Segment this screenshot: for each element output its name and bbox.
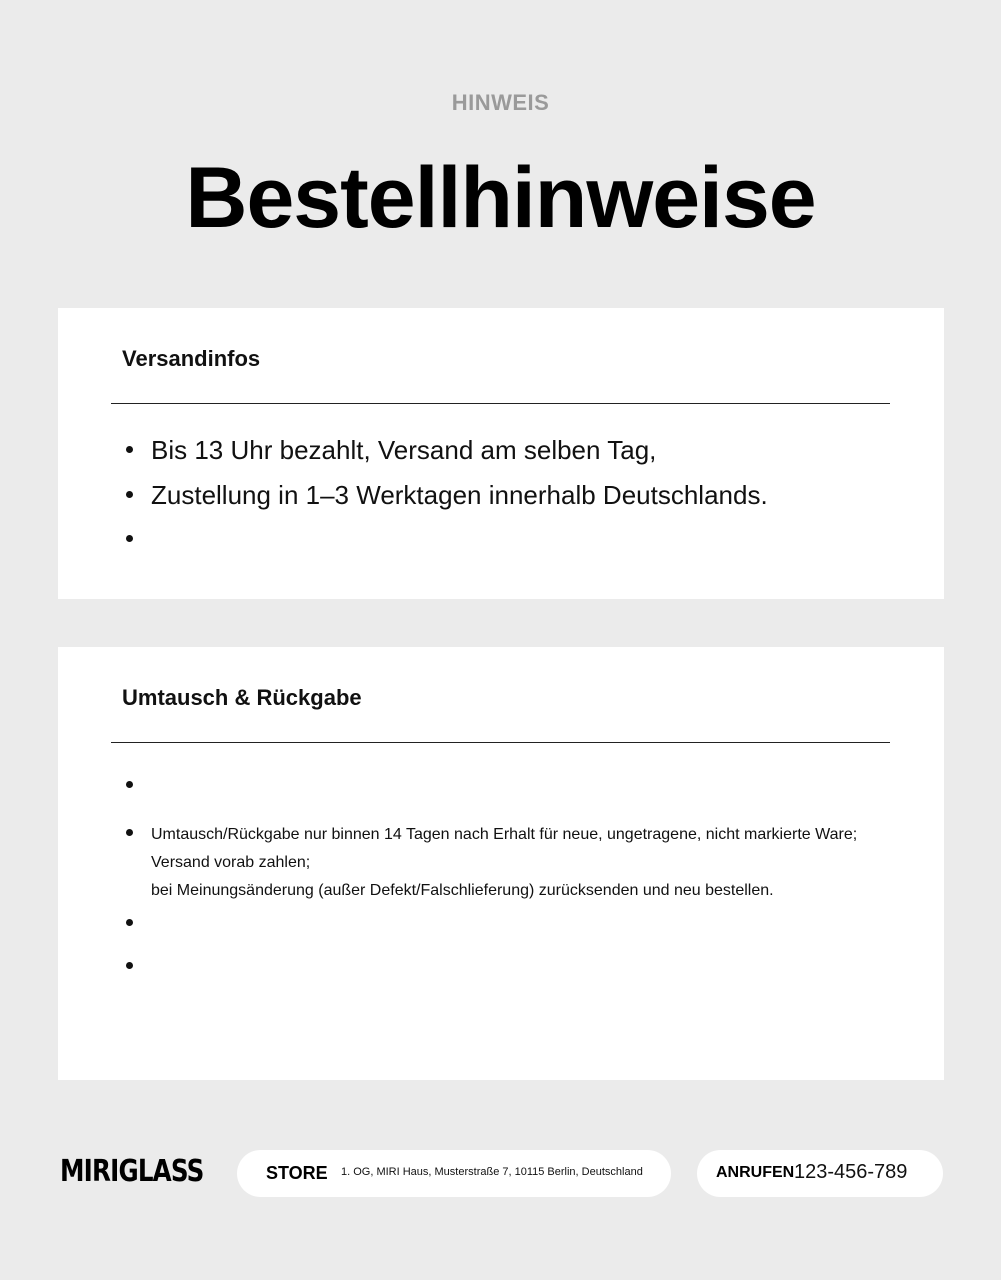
returns-info-card	[58, 647, 944, 1080]
store-address-pill	[237, 1150, 671, 1197]
returns-divider	[111, 742, 890, 743]
list-item-line: Versand vorab zahlen;	[151, 854, 311, 871]
shipping-heading: Versandinfos	[122, 346, 261, 371]
list-item-text: Zustellung in 1–3 Werktagen innerhalb Deutschlands.	[151, 480, 768, 510]
bullet-dot	[126, 491, 133, 498]
bullet-dot	[126, 535, 133, 542]
bullet-dot	[126, 829, 133, 836]
eyebrow-label: HINWEIS	[451, 90, 550, 115]
page-title: Bestellhinweise	[185, 150, 816, 246]
bullet-dot	[126, 446, 133, 453]
shipping-info-card	[58, 308, 944, 599]
shipping-divider	[111, 403, 890, 404]
bullet-dot	[126, 781, 133, 788]
list-item-text	[151, 821, 857, 905]
brand-logo: MIRIGLASS	[60, 1154, 204, 1189]
list-item-text: Bis 13 Uhr bezahlt, Versand am selben Tag,	[151, 435, 657, 465]
phone-number[interactable]: 123-456-789	[794, 1161, 908, 1183]
store-address: 1. OG, MIRI Haus, Musterstraße 7, 10115 Berlin, Deutschland	[341, 1166, 643, 1178]
list-item-line: bei Meinungsänderung (außer Defekt/Falschlieferung) zurücksenden und neu bestellen.	[151, 882, 774, 899]
store-label: STORE	[266, 1163, 328, 1183]
phone-pill[interactable]	[697, 1150, 943, 1197]
list-item-line: Umtausch/Rückgabe nur binnen 14 Tagen nach Erhalt für neue, ungetragene, nicht markierte Ware;	[151, 826, 858, 843]
phone-label: ANRUFEN	[716, 1164, 795, 1181]
returns-heading: Umtausch & Rückgabe	[122, 685, 362, 710]
bullet-dot	[126, 962, 133, 969]
bullet-dot	[126, 919, 133, 926]
